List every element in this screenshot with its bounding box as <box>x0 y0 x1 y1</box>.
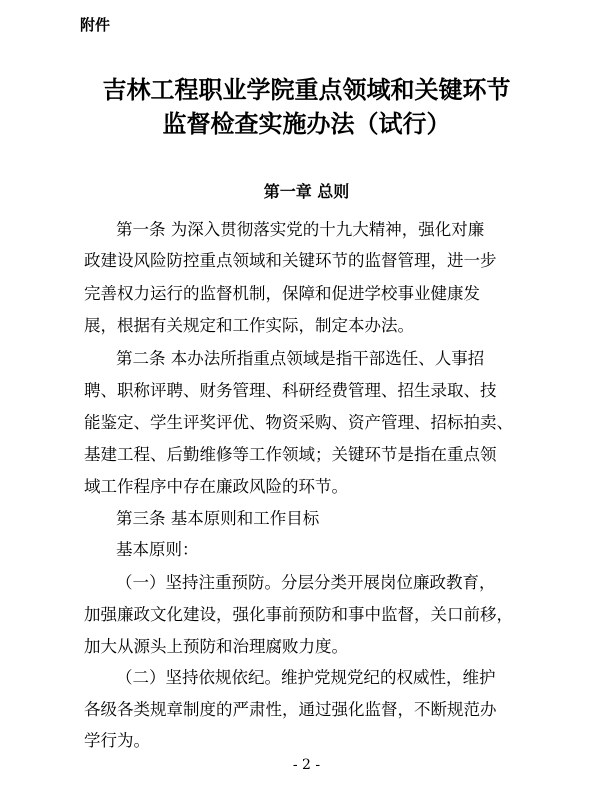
article-1-line-2: 政建设风险防控重点领域和关键环节的监督管理，进一步 <box>84 251 497 270</box>
item-1-line-1: （一）坚持注重预防。分层分类开展岗位廉政教育， <box>116 573 496 592</box>
article-2-line-3: 能鉴定、学生评奖评优、物资采购、资产管理、招标拍卖、 <box>84 413 513 432</box>
article-2-line-1: 第二条 本办法所指重点领域是指干部选任、人事招 <box>116 349 485 368</box>
document-title-line-1: 吉林工程职业学院重点领域和关键环节 <box>102 75 511 104</box>
item-1-line-2: 加强廉政文化建设，强化事前预防和事中监督，关口前移， <box>84 605 513 624</box>
document-title-line-2: 监督检查实施办法（试行） <box>162 109 451 138</box>
chapter-heading: 第一章 总则 <box>263 182 350 201</box>
article-2-line-2: 聘、职称评聘、财务管理、科研经费管理、招生录取、技 <box>84 381 497 400</box>
article-1-line-1: 第一条 为深入贯彻落实党的十九大精神，强化对廉 <box>116 220 485 239</box>
article-1-line-3: 完善权力运行的监督机制，保障和促进学校事业健康发 <box>84 284 480 303</box>
page-number: - 2 - <box>292 757 321 773</box>
article-1-line-4: 展，根据有关规定和工作实际，制定本办法。 <box>84 316 414 335</box>
article-2-line-5: 域工作程序中存在廉政风险的环节。 <box>84 477 348 496</box>
item-2-line-3: 学行为。 <box>84 731 150 750</box>
attachment-label: 附件 <box>80 16 111 34</box>
article-2-line-4: 基建工程、后勤维修等工作领域；关键环节是指在重点领 <box>84 445 497 464</box>
article-3-subheading: 基本原则： <box>116 540 199 559</box>
item-2-line-1: （二）坚持依规依纪。维护党规党纪的权威性，维护 <box>116 668 496 687</box>
item-2-line-2: 各级各类规章制度的严肃性，通过强化监督，不断规范办 <box>84 700 497 719</box>
item-1-line-3: 加大从源头上预防和治理腐败力度。 <box>84 637 348 656</box>
article-3-heading: 第三条 基本原则和工作目标 <box>116 509 320 528</box>
